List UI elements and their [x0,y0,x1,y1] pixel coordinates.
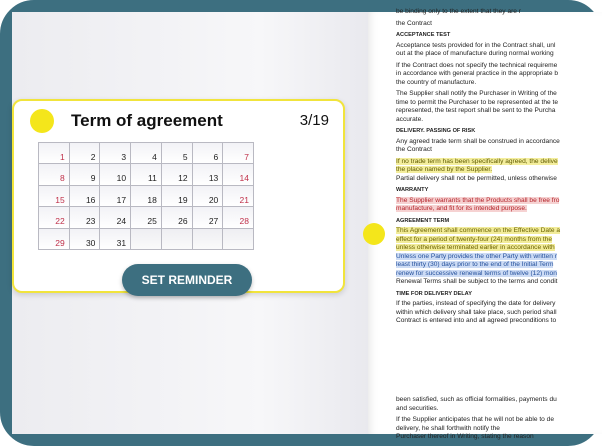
highlighted-line: Unless one Party provides the other Party with written r [396,252,557,260]
calendar-day-5[interactable]: 5 [162,143,193,164]
text-line: time to permit the Purchaser to be represented at the te [396,98,559,106]
text-line: the Contract [396,19,432,27]
section-heading: AGREEMENT TERM [396,217,450,224]
text-line: If the Supplier anticipates that he will not be able to de [396,416,554,423]
text-line: Contract is entered into and all agreed preconditions to [396,317,557,324]
text-line: and securities. [396,404,439,412]
calendar-day-10[interactable]: 10 [100,164,131,185]
text-line: If the parties, instead of specifying the date for delivery [396,300,556,307]
calendar-day-29[interactable]: 29 [39,229,70,250]
calendar-day-12[interactable]: 12 [162,164,193,185]
calendar-day-13[interactable]: 13 [193,164,224,185]
page-divider-handle[interactable] [363,223,385,245]
calendar-day-31[interactable]: 31 [100,229,131,250]
card-title: Term of agreement [71,111,223,130]
document-page[interactable] [368,8,602,440]
highlighted-line: least thirty (30) days prior to the end of the Initial Term [396,261,554,268]
text-line: represented, the test report shall be sent to the Purcha [396,107,556,114]
text-line: If the Contract does not specify the technical requireme [396,61,558,69]
section-heading: TIME FOR DELIVERY DELAY [396,290,472,297]
calendar-day-4[interactable]: 4 [131,143,162,164]
text-line: be binding only to the extent that they are r [396,8,521,15]
text-line: within which delivery shall take place, such period shall [396,308,557,316]
highlighted-line: renew for successive renewal terms of twelve (12) mon [396,269,557,277]
card-counter: 3/19 [299,112,329,129]
text-line: Partial delivery shall not be permitted, unless otherwise [396,174,557,182]
card-marker-icon [30,109,54,133]
calendar-empty-cell [223,229,254,250]
text-line: Any agreed trade term shall be construed in accordance [396,137,560,145]
highlighted-line: manufacture, and fit for its intended purpose. [396,205,527,212]
calendar-day-22[interactable]: 22 [39,207,70,228]
calendar-day-20[interactable]: 20 [193,186,224,207]
calendar-day-3[interactable]: 3 [100,143,131,164]
calendar-day-27[interactable]: 27 [193,207,224,228]
calendar-day-1[interactable]: 1 [39,143,70,164]
calendar-day-28[interactable]: 28 [223,207,254,228]
calendar-empty-cell [131,229,162,250]
text-line: Purchaser thereof in Writing, stating the reason [396,433,534,440]
text-line: out at the place of manufacture during normal working [396,50,554,57]
highlighted-line: effect for a period of twenty-four (24) months from the [396,235,553,243]
calendar-day-9[interactable]: 9 [70,164,101,185]
text-line: the Contract [396,146,432,153]
calendar-day-30[interactable]: 30 [70,229,101,250]
reminder-card [12,99,345,293]
calendar-day-21[interactable]: 21 [223,186,254,207]
calendar-day-15[interactable]: 15 [39,186,70,207]
calendar-day-17[interactable]: 17 [100,186,131,207]
calendar-day-23[interactable]: 23 [70,207,101,228]
text-line: been satisfied, such as official formalities, payments du [396,396,557,403]
highlighted-line: The Supplier warrants that the Products shall be free fro [396,196,560,204]
calendar-empty-cell [193,229,224,250]
calendar-grid [38,142,254,250]
calendar-day-16[interactable]: 16 [70,186,101,207]
section-heading: DELIVERY. PASSING OF RISK [396,128,476,134]
calendar-day-19[interactable]: 19 [162,186,193,207]
section-heading: ACCEPTANCE TEST [396,32,451,38]
text-line: in accordance with general practice in the appropriate b [396,70,559,77]
calendar-empty-cell [162,229,193,250]
highlighted-line: This Agreement shall commence on the Effective Date a [396,227,561,234]
highlighted-line: unless otherwise terminated earlier in accordance with [396,244,555,251]
calendar-day-8[interactable]: 8 [39,164,70,185]
text-line: accurate. [396,115,424,123]
set-reminder-button[interactable]: SET REMINDER [122,264,252,296]
calendar-day-7[interactable]: 7 [223,143,254,164]
text-line: The Supplier shall notify the Purchaser in Writing of the [396,90,557,97]
calendar-day-25[interactable]: 25 [131,207,162,228]
calendar-day-2[interactable]: 2 [70,143,101,164]
calendar-day-14[interactable]: 14 [223,164,254,185]
calendar-day-18[interactable]: 18 [131,186,162,207]
highlighted-line: the place named by the Supplier. [396,166,493,173]
highlighted-line: If no trade term has been specifically agreed, the delive [396,157,558,165]
calendar-day-6[interactable]: 6 [193,143,224,164]
section-heading: WARRANTY [396,187,429,193]
calendar-day-26[interactable]: 26 [162,207,193,228]
text-line: Renewal Terms shall be subject to the terms and condit [396,278,558,285]
document-text [396,8,611,329]
document-text-bottom [396,396,611,442]
text-line: delivery, he shall forthwith notify the [396,424,500,432]
calendar-day-24[interactable]: 24 [100,207,131,228]
text-line: the country of manufacture. [396,78,477,86]
calendar-day-11[interactable]: 11 [131,164,162,185]
text-line: Acceptance tests provided for in the Contract shall, unl [396,41,556,49]
